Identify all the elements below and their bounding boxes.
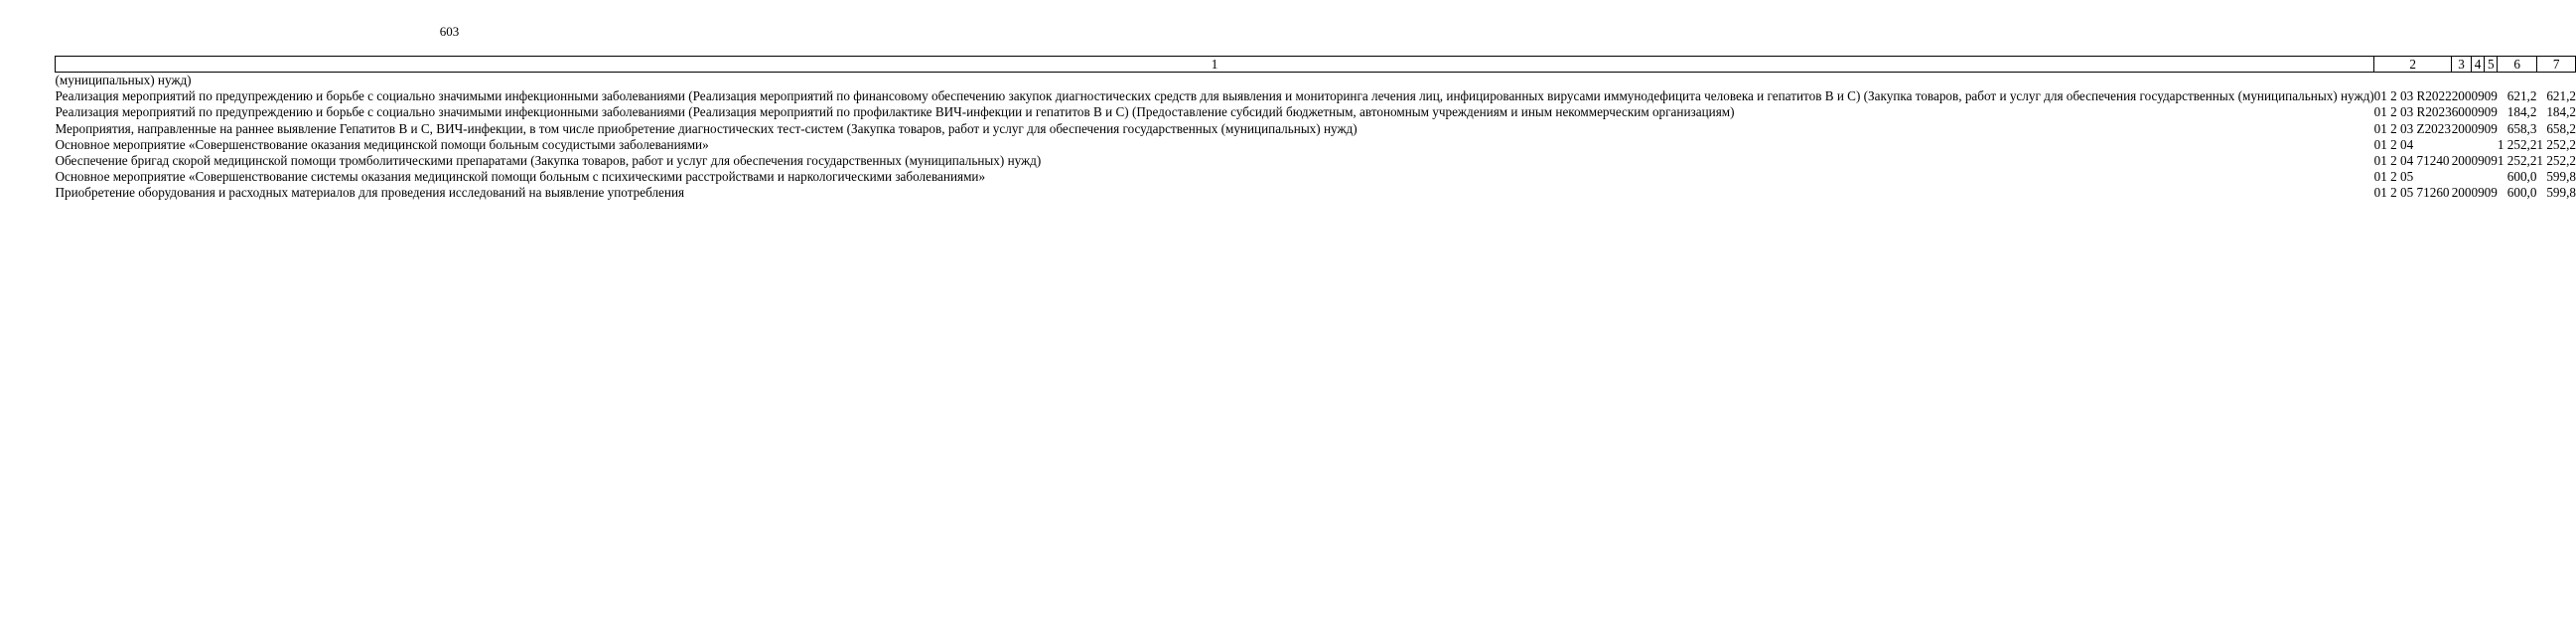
row-column-5: 09	[2484, 153, 2498, 169]
row-amount-7: 621,2	[2546, 88, 2576, 104]
table-header	[56, 57, 2576, 73]
row-column-3: 200	[2451, 88, 2472, 104]
table-row	[56, 104, 2576, 120]
row-amount-7: 1 252,2	[2536, 136, 2576, 152]
column-header: 7	[2536, 57, 2576, 73]
row-code	[2374, 73, 2452, 89]
row-amount-6: 1 252,2	[2497, 136, 2537, 152]
row-code: 01 2 04 71240	[2373, 153, 2450, 169]
row-amount-6: 600,0	[2506, 169, 2537, 185]
row-description: Основное мероприятие «Совершенствование оказания медицинской помощи больным сосудистыми заболеваниями»	[55, 136, 709, 152]
row-column-3: 200	[2451, 120, 2472, 136]
row-description: Мероприятия, направленные на раннее выявление Гепатитов В и С, ВИЧ-инфекции, в том числе приобретение диагностических тест-систем (Закупка товаров, работ и услуг для обеспечения государственных (муниципальных) нужд)	[55, 120, 1358, 136]
row-column-5: 09	[2484, 88, 2498, 104]
row-code: 01 2 03 Z2023	[2373, 120, 2451, 136]
table-row	[56, 153, 2576, 169]
table-row	[56, 73, 2576, 89]
column-header: 2	[2374, 57, 2452, 73]
row-column-3	[2452, 169, 2472, 185]
row-amount-6: 621,2	[2506, 88, 2537, 104]
budget-table	[55, 56, 2576, 202]
row-column-4: 09	[2471, 88, 2485, 104]
row-amount-6: 658,3	[2506, 120, 2537, 136]
table-row	[56, 169, 2576, 185]
row-amount-7	[2536, 73, 2576, 89]
row-column-4: 09	[2471, 104, 2485, 120]
row-description: Приобретение оборудования и расходных материалов для проведения исследований на выявление употребления	[55, 185, 685, 201]
row-code: 01 2 05 71260	[2373, 185, 2450, 201]
row-column-4	[2471, 137, 2484, 153]
row-description: Обеспечение бригад скорой медицинской помощи тромболитическими препаратами (Закупка товаров, работ и услуг для обеспечения государственных (муниципальных) нужд)	[55, 153, 1042, 169]
row-description: (муниципальных) нужд)	[55, 73, 192, 87]
page-number: 603	[439, 24, 460, 39]
table-body	[56, 73, 2576, 202]
row-column-3: 600	[2451, 104, 2472, 120]
row-column-4	[2471, 73, 2484, 89]
row-column-3: 200	[2451, 185, 2472, 201]
row-amount-7: 184,2	[2546, 104, 2576, 120]
row-amount-6: 1 252,2	[2497, 153, 2537, 169]
column-header: 5	[2485, 57, 2498, 73]
row-amount-7: 599,8	[2546, 185, 2576, 201]
row-amount-6: 184,2	[2506, 104, 2537, 120]
row-amount-6: 600,0	[2506, 185, 2537, 201]
column-header: 1	[56, 57, 2374, 73]
row-column-5	[2485, 73, 2498, 89]
row-column-4: 09	[2471, 185, 2485, 201]
row-amount-7: 1 252,2	[2536, 153, 2576, 169]
row-code: 01 2 05	[2373, 169, 2414, 185]
row-code: 01 2 03 R2023	[2373, 104, 2452, 120]
row-column-5: 09	[2484, 120, 2498, 136]
column-header: 3	[2452, 57, 2472, 73]
row-column-5: 09	[2484, 104, 2498, 120]
row-column-3	[2452, 73, 2472, 89]
row-column-4: 09	[2471, 120, 2485, 136]
row-column-5	[2485, 169, 2498, 185]
row-column-5	[2485, 137, 2498, 153]
row-description: Реализация мероприятий по предупреждению и борьбе с социально значимыми инфекционными заболеваниями (Реализация мероприятий по финансовому обеспечению закупок диагностических средств для выявления и мониторинга лечения лиц, инфицированных вирусами иммунодефицита человека и гепатитов В и С) (Закупка товаров, работ и услуг для обеспечения государственных (муниципальных) нужд)	[55, 88, 2374, 104]
table-row	[56, 121, 2576, 137]
row-amount-6	[2498, 73, 2537, 89]
row-code: 01 2 04	[2373, 136, 2414, 152]
row-amount-7: 658,2	[2546, 120, 2576, 136]
row-code: 01 2 03 R2022	[2373, 88, 2452, 104]
row-amount-7: 599,8	[2546, 169, 2576, 185]
column-header: 4	[2471, 57, 2484, 73]
row-column-5: 09	[2484, 185, 2498, 201]
row-column-4: 09	[2471, 153, 2485, 169]
table-row	[56, 185, 2576, 201]
row-column-3	[2452, 137, 2472, 153]
table-row	[56, 88, 2576, 104]
column-header: 6	[2498, 57, 2537, 73]
row-description: Реализация мероприятий по предупреждению и борьбе с социально значимыми инфекционными заболеваниями (Реализация мероприятий по профилактике ВИЧ-инфекции и гепатитов В и С) (Предоставление субсидий бюджетным, автономным учреждениям и иным некоммерческим организациям)	[55, 104, 1735, 120]
row-description: Основное мероприятие «Совершенствование системы оказания медицинской помощи больным с психическими расстройствами и наркологическими заболеваниями»	[55, 169, 986, 185]
row-column-4	[2471, 169, 2484, 185]
row-column-3: 200	[2451, 153, 2472, 169]
table-row	[56, 137, 2576, 153]
